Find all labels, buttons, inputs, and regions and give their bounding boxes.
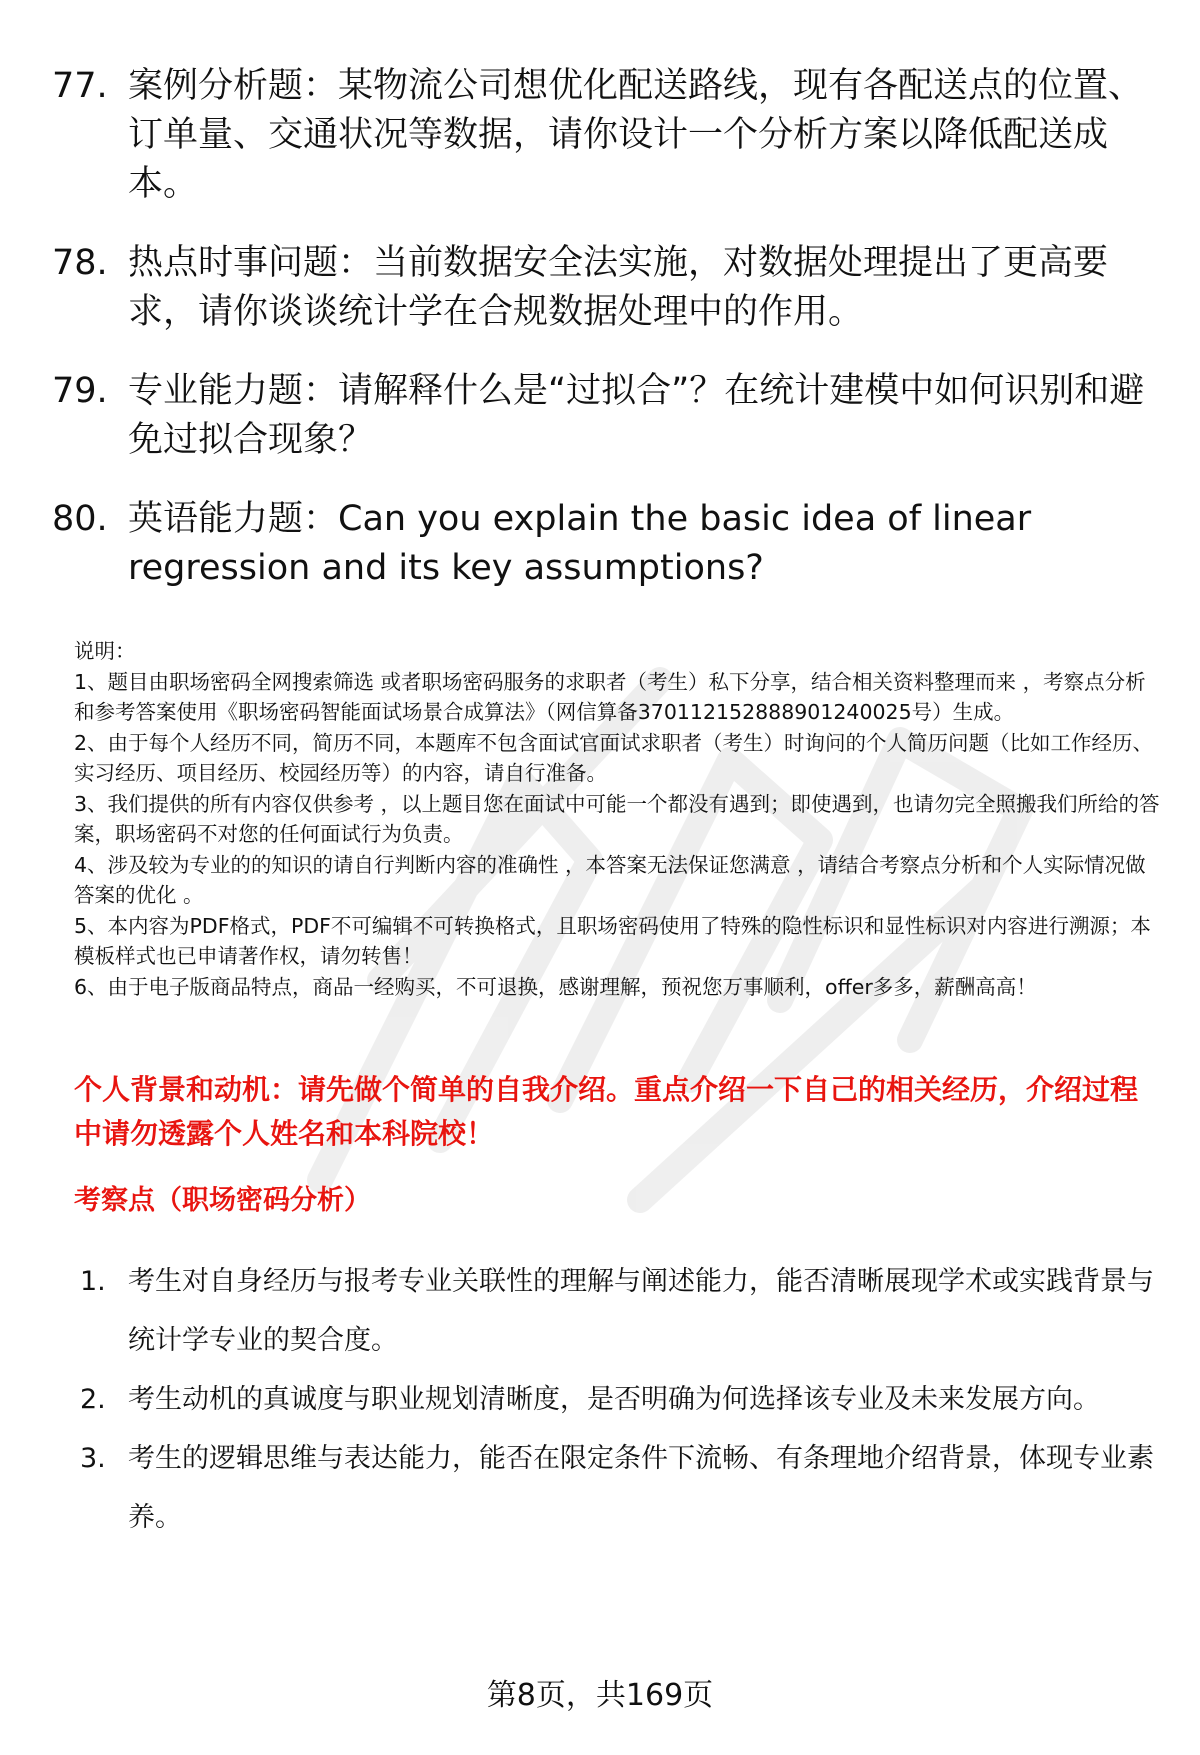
question-text: 专业能力题：请解释什么是“过拟合”？在统计建模中如何识别和避免过拟合现象？ [128, 371, 1145, 460]
question-text: 英语能力题：Can you explain the basic idea of linear regression and its key assumptions? [128, 499, 1032, 588]
question-number: 79. [52, 371, 108, 411]
question-number: 78. [52, 243, 108, 283]
note-item-4: 4、涉及较为专业的的知识的请自行判断内容的准确性 ，本答案无法保证您满意 ，请结合考察点分析和个人实际情况做答案的优化 。 [74, 852, 1146, 907]
note-item-6: 6、由于电子版商品特点，商品一经购买，不可退换，感谢理解，预祝您万事顺利，offer多多，薪酬高高！ [74, 974, 1037, 999]
note-item-3: 3、我们提供的所有内容仅供参考 ，以上题目您在面试中可能一个都没有遇到；即使遇到，也请勿完全照搬我们所给的答案，职场密码不对您的任何面试行为负责。 [74, 791, 1160, 846]
point-text: 考生的逻辑思维与表达能力，能否在限定条件下流畅、有条理地介绍背景，体现专业素养。 [128, 1443, 1154, 1533]
point-item-2 [80, 1370, 1160, 1429]
notes-heading: 说明： [74, 639, 136, 663]
point-item-1 [80, 1252, 1160, 1370]
point-number: 3. [80, 1443, 106, 1474]
question-78 [52, 239, 1152, 337]
note-item-5: 5、本内容为PDF格式，PDF不可编辑不可转换格式，且职场密码使用了特殊的隐性标识和显性标识对内容进行溯源；本模板样式也已申请著作权，请勿转售！ [74, 913, 1151, 968]
point-text: 考生对自身经历与报考专业关联性的理解与阐述能力，能否清晰展现学术或实践背景与统计学专业的契合度。 [128, 1266, 1154, 1356]
section-subtitle: 考察点（职场密码分析） [74, 1185, 371, 1216]
point-text: 考生动机的真诚度与职业规划清晰度，是否明确为何选择该专业及未来发展方向。 [128, 1384, 1100, 1415]
question-number: 77. [52, 66, 108, 106]
question-77 [52, 62, 1152, 209]
point-number: 1. [80, 1266, 106, 1297]
disclaimer-notes [74, 636, 1160, 1002]
question-list [52, 62, 1152, 623]
note-item-2: 2、由于每个人经历不同，简历不同，本题库不包含面试官面试求职者（考生）时询问的个人简历问题（比如工作经历、实习经历、项目经历、校园经历等）的内容，请自行准备。 [74, 730, 1154, 785]
question-number: 80. [52, 499, 108, 539]
question-80 [52, 495, 1152, 593]
page-footer: 第8页，共169页 [486, 1678, 714, 1713]
point-number: 2. [80, 1384, 106, 1415]
question-text: 热点时事问题：当前数据安全法实施，对数据处理提出了更高要求，请你谈谈统计学在合规数据处理中的作用。 [128, 243, 1109, 332]
assessment-points [80, 1252, 1160, 1547]
question-79 [52, 367, 1152, 465]
point-item-3 [80, 1429, 1160, 1547]
note-item-1: 1、题目由职场密码全网搜索筛选 或者职场密码服务的求职者（考生）私下分享，结合相关资料整理而来 ，考察点分析和参考答案使用《职场密码智能面试场景合成算法》（网信算备370112152888901240025号）生成。 [74, 669, 1146, 724]
section-title: 个人背景和动机：请先做个简单的自我介绍。重点介绍一下自己的相关经历，介绍过程中请勿透露个人姓名和本科院校！ [74, 1073, 1139, 1150]
question-text: 案例分析题：某物流公司想优化配送路线，现有各配送点的位置、订单量、交通状况等数据，请你设计一个分析方案以降低配送成本。 [128, 66, 1144, 204]
